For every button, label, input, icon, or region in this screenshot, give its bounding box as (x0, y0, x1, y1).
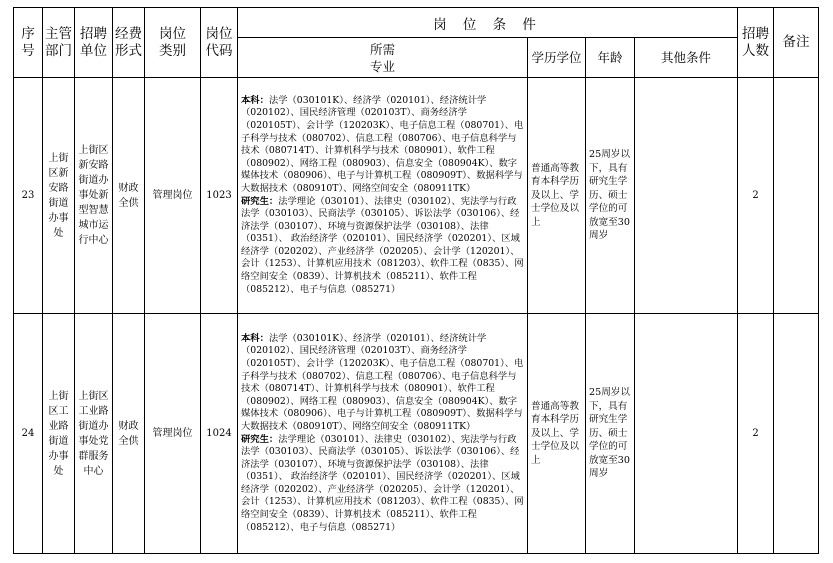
header-conditions: 岗 位 条 件 (238, 8, 738, 38)
fund-cell: 财政 全供 (113, 314, 145, 554)
recruitment-table (13, 7, 819, 554)
header-major: 所需 专业 (238, 38, 528, 78)
major-cell (238, 314, 528, 554)
header-dept: 主管 部门 (43, 8, 75, 78)
header-unit: 招聘 单位 (75, 8, 113, 78)
category-cell: 管理岗位 (145, 78, 201, 314)
unit-cell: 上街区 工业路 街道办 事处党 群服务 中心 (75, 314, 113, 554)
other-cell (635, 78, 738, 314)
major-cell (238, 78, 528, 314)
remark-cell (774, 78, 819, 314)
bachelor-majors (241, 95, 524, 196)
bachelor-majors (241, 333, 524, 434)
remark-cell (774, 314, 819, 554)
count-cell: 2 (738, 78, 774, 314)
age-cell: 25周岁以 下，具有 研究生学 历、硕士 学位的可 放宽至30 周岁 (586, 314, 635, 554)
dept-cell: 上街 区工 业路 街道 办事 处 (43, 314, 75, 554)
graduate-majors (241, 196, 524, 297)
code-cell: 1023 (201, 78, 238, 314)
age-cell: 25周岁以 下，具有 研究生学 历、硕士 学位的可 放宽至30 周岁 (586, 78, 635, 314)
graduate-majors-text: 法学理论（030101）、法律史（030102）、宪法学与行政法学（030103）、民商法学（030105）、诉讼法学（030106）、经济法学（030107）、环境与资源保护法学（030108）、法律（0351）、 政治经济学（020101）、国民经济学（020201）、区域经济学（020202）、产业经济学（020205）、会计学（120201）、会计（1253）、计算机应用技术（081203）、软件工程（0835）、网络空间安全（0839）、计算机技术（085211）、软件工程（085212）、电子与信息（085271） (241, 433, 524, 533)
bachelor-majors-text: 法学（030101K）、经济学（020101）、经济统计学（020102）、国民经济管理（020103T）、商务经济学（020105T）、会计学（120203K）、电子信息工程（080701）、电子科学与技术（080702）、信息工程（080706）、电子信息科学与技术（080714T）、计算机科学与技术（080901）、软件工程（080902）、网络工程（080903）、信息安全（080904K）、数字媒体技术（080906）、电子与计算机工程（080909T）、数据科学与大数据技术（080910T）、网络空间安全（080911TK） (241, 94, 524, 194)
category-cell: 管理岗位 (145, 314, 201, 554)
bachelor-label: 本科： (241, 332, 269, 344)
graduate-label: 研究生： (241, 433, 279, 445)
header-fund: 经费 形式 (113, 8, 145, 78)
bachelor-label: 本科： (241, 94, 269, 106)
seq-cell: 23 (14, 78, 43, 314)
seq-cell: 24 (14, 314, 43, 554)
table-row (14, 78, 819, 314)
header-other: 其他条件 (635, 38, 738, 78)
graduate-majors (241, 434, 524, 535)
graduate-label: 研究生： (241, 195, 279, 207)
code-cell: 1024 (201, 314, 238, 554)
other-cell (635, 314, 738, 554)
header-education: 学历学位 (528, 38, 586, 78)
unit-cell: 上街区 新安路 街道办 事处新 型智慧 城市运 行中心 (75, 78, 113, 314)
table-row (14, 314, 819, 554)
dept-cell: 上街 区新 安路 街道 办事 处 (43, 78, 75, 314)
header-count: 招聘 人数 (738, 8, 774, 78)
header-remark: 备注 (774, 8, 819, 78)
bachelor-majors-text: 法学（030101K）、经济学（020101）、经济统计学（020102）、国民经济管理（020103T）、商务经济学（020105T）、会计学（120203K）、电子信息工程（080701）、电子科学与技术（080702）、信息工程（080706）、电子信息科学与技术（080714T）、计算机科学与技术（080901）、软件工程（080902）、网络工程（080903）、信息安全（080904K）、数字媒体技术（080906）、电子与计算机工程（080909T）、数据科学与大数据技术（080910T）、网络空间安全（080911TK） (241, 332, 524, 432)
count-cell: 2 (738, 314, 774, 554)
education-cell: 普通高等教 育本科学历 及以上、学 士学位及以 上 (528, 314, 586, 554)
header-code: 岗位 代码 (201, 8, 238, 78)
header-age: 年龄 (586, 38, 635, 78)
graduate-majors-text: 法学理论（030101）、法律史（030102）、宪法学与行政法学（030103）、民商法学（030105）、诉讼法学（030106）、经济法学（030107）、环境与资源保护法学（030108）、法律（0351）、 政治经济学（020101）、国民经济学（020201）、区域经济学（020202）、产业经济学（020205）、会计学（120201）、会计（1253）、计算机应用技术（081203）、软件工程（0835）、网络空间安全（0839）、计算机技术（085211）、软件工程（085212）、电子与信息（085271） (241, 195, 524, 295)
fund-cell: 财政 全供 (113, 78, 145, 314)
education-cell: 普通高等教 育本科学历 及以上、学 士学位及以 上 (528, 78, 586, 314)
header-seq: 序 号 (14, 8, 43, 78)
header-category: 岗位 类别 (145, 8, 201, 78)
